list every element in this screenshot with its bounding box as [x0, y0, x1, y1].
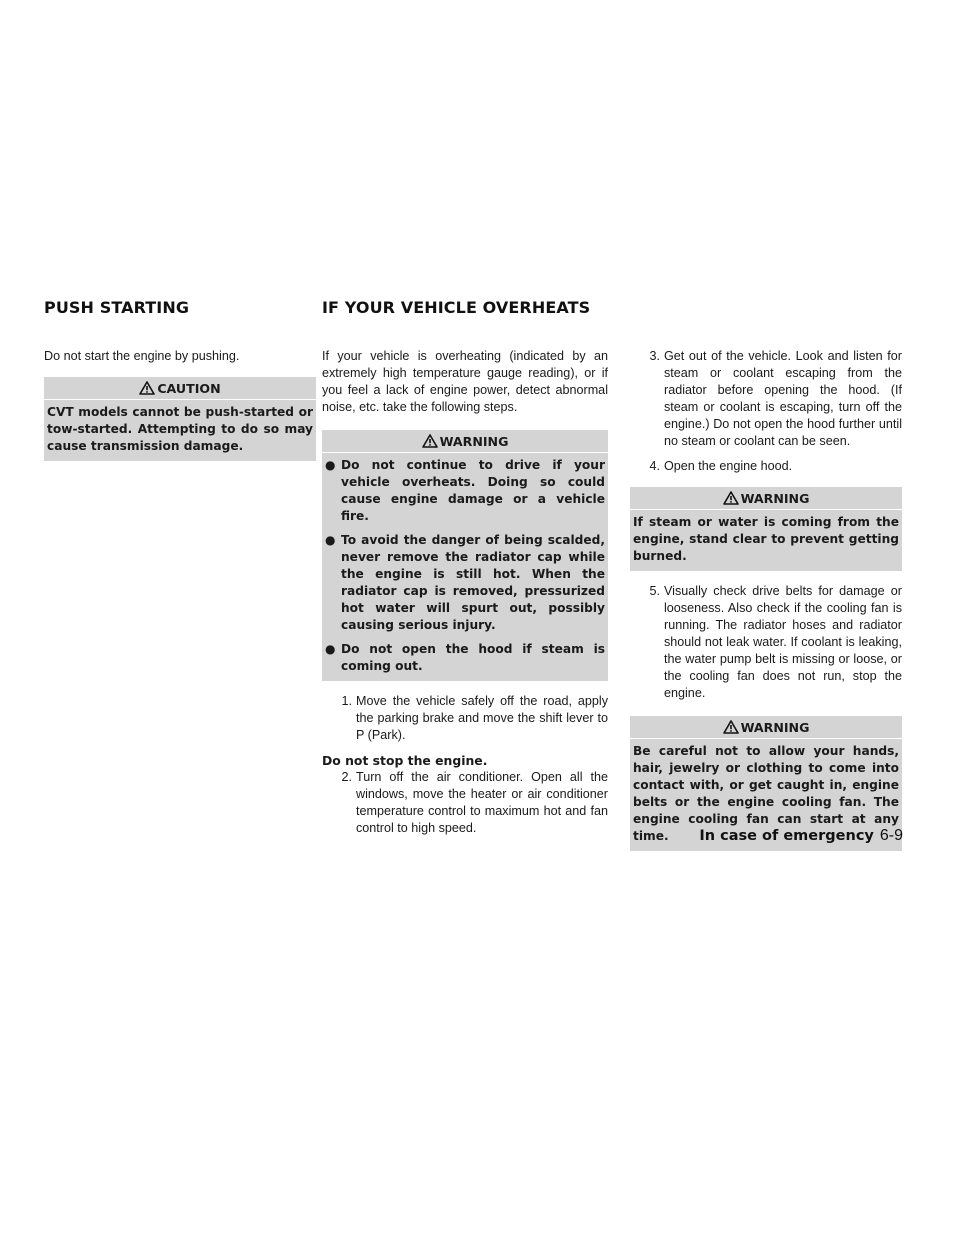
warning-title — [322, 430, 608, 453]
bullet-icon: ● — [325, 458, 336, 472]
step-2 — [322, 769, 608, 837]
warning-title-text: WARNING — [439, 433, 509, 449]
step-3 — [630, 348, 902, 450]
warning-box-overheat — [322, 430, 608, 681]
warning-title — [630, 716, 902, 739]
heading-vehicle-overheats: IF YOUR VEHICLE OVERHEATS — [322, 298, 591, 317]
warning-text: Be careful not to allow your hands, hair, jewelry or clothing to come into contact with, or get caught in, engine belts or the engine cooling fan. The engine cooling fan can start at any time. — [633, 744, 899, 843]
column-3 — [630, 348, 902, 863]
step-text: Turn off the air conditioner. Open all the windows, move the heater or air conditioner temperature control to maximum hot and fan control to high speed. — [356, 770, 608, 835]
warning-title — [630, 487, 902, 510]
step-text: Visually check drive belts for damage or looseness. Also check if the cooling fan is running. The radiator hoses and radiator should not leak water. If coolant is leaking, the water pump belt is missing or loose, or the cooling fan does not run, stop the engine. — [664, 584, 902, 700]
step-text: Open the engine hood. — [664, 459, 793, 473]
warning-bullet — [325, 532, 605, 634]
bullet-text: Do not continue to drive if your vehicle overheats. Doing so could cause engine damage or a vehicle fire. — [341, 458, 605, 523]
heading-push-starting: PUSH STARTING — [44, 298, 190, 317]
step-5 — [630, 583, 902, 702]
warning-triangle-icon — [723, 720, 739, 734]
step-1 — [322, 693, 608, 744]
caution-title-text: CAUTION — [157, 380, 221, 396]
step-text: Get out of the vehicle. Look and listen for steam or coolant escaping from the radiator before opening the hood. (If steam or coolant is escaping, turn off the engine.) Do not open the hood further until no steam or coolant can be seen. — [664, 349, 902, 448]
warning-bullet — [325, 457, 605, 525]
step-number: 2. — [341, 770, 352, 784]
column-1 — [44, 348, 316, 473]
step-number: 4. — [649, 459, 660, 473]
overheat-intro: If your vehicle is overheating (indicated by an extremely high temperature gauge reading), or if you feel a lack of engine power, detect abnormal noise, etc. take the following steps. — [322, 349, 608, 414]
warning-triangle-icon — [139, 381, 155, 395]
page-footer — [699, 827, 903, 845]
bullet-text: Do not open the hood if steam is coming out. — [341, 642, 605, 673]
bullet-icon: ● — [325, 533, 336, 547]
caution-box — [44, 377, 316, 461]
bullet-text: To avoid the danger of being scalded, never remove the radiator cap while the engine is still hot. When the radiator cap is removed, pressurized hot water will spurt out, possibly causing serious injury. — [341, 533, 605, 632]
bullet-icon: ● — [325, 642, 336, 656]
caution-title — [44, 377, 316, 400]
push-start-intro: Do not start the engine by pushing. — [44, 349, 240, 363]
caution-text: CVT models cannot be push-started or tow-started. Attempting to do so may cause transmission damage. — [47, 405, 313, 453]
step-number: 3. — [649, 349, 660, 363]
warning-title-text: WARNING — [740, 490, 810, 506]
warning-text: If steam or water is coming from the engine, stand clear to prevent getting burned. — [633, 515, 899, 563]
column-2 — [322, 348, 608, 845]
step-4 — [630, 458, 902, 475]
step-number: 1. — [341, 694, 352, 708]
page-number: 6-9 — [879, 827, 903, 844]
step-text: Move the vehicle safely off the road, apply the parking brake and move the shift lever to P (Park). — [356, 694, 608, 742]
warning-title-text: WARNING — [740, 719, 810, 735]
warning-triangle-icon — [723, 491, 739, 505]
warning-triangle-icon — [422, 434, 438, 448]
warning-box-steam — [630, 487, 902, 571]
step-number: 5. — [649, 584, 660, 598]
warning-bullet — [325, 641, 605, 675]
footer-section-title: In case of emergency — [699, 828, 874, 844]
step-1-note: Do not stop the engine. — [322, 753, 488, 768]
